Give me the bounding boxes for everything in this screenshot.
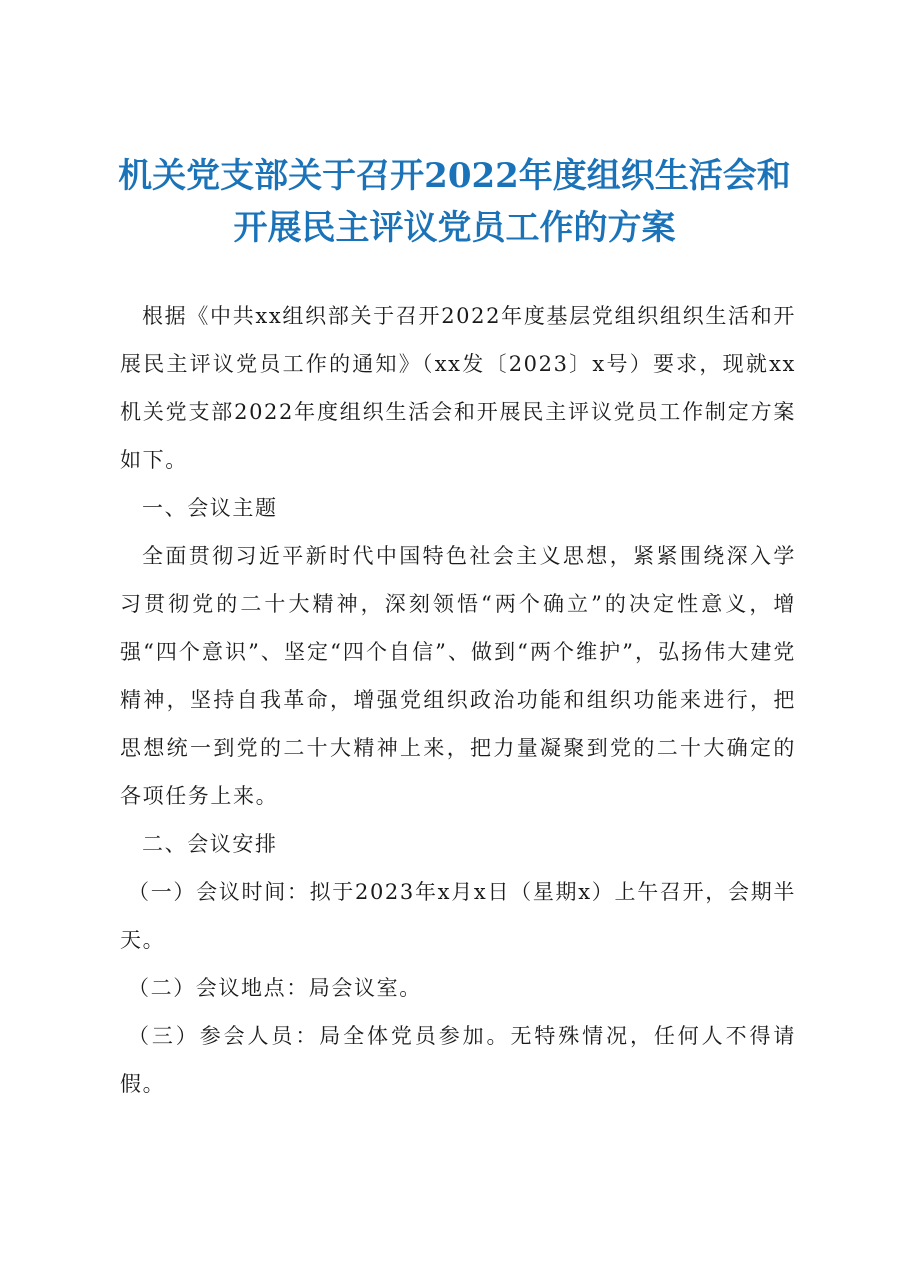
arrangement-location: （二）会议地点：局会议室。 — [128, 976, 422, 1000]
arrangement-time: （一）会议时间：拟于2023年x月x日（星期x）上午召开，会期半天。 — [120, 880, 796, 952]
document-body — [120, 292, 796, 1108]
title-line-2: 开展民主评议党员工作的方案 — [233, 208, 676, 248]
arrangement-participants: （三）参会人员：局全体党员参加。无特殊情况，任何人不得请假。 — [120, 1024, 796, 1096]
title-line-1: 机关党支部关于召开2022年度组织生活会和 — [118, 156, 791, 196]
theme-paragraph: 全面贯彻习近平新时代中国特色社会主义思想，紧紧围绕深入学习贯彻党的二十大精神，深刻领悟“两个确立”的决定性意义，增强“四个意识”、坚定“四个自信”、做到“两个维护”，弘扬伟大建党精神，坚持自我革命，增强党组织政治功能和组织功能来进行，把思想统一到党的二十大精神上来，把力量凝聚到党的二十大确定的各项任务上来。 — [120, 544, 796, 808]
document-title — [100, 150, 809, 254]
section-heading-theme: 一、会议主题 — [142, 496, 278, 520]
intro-paragraph: 根据《中共xx组织部关于召开2022年度基层党组织组织生活和开展民主评议党员工作的通知》（xx发〔2023〕x号）要求，现就xx机关党支部2022年度组织生活会和开展民主评议党员工作制定方案如下。 — [120, 304, 796, 472]
section-heading-arrangement: 二、会议安排 — [142, 832, 278, 856]
